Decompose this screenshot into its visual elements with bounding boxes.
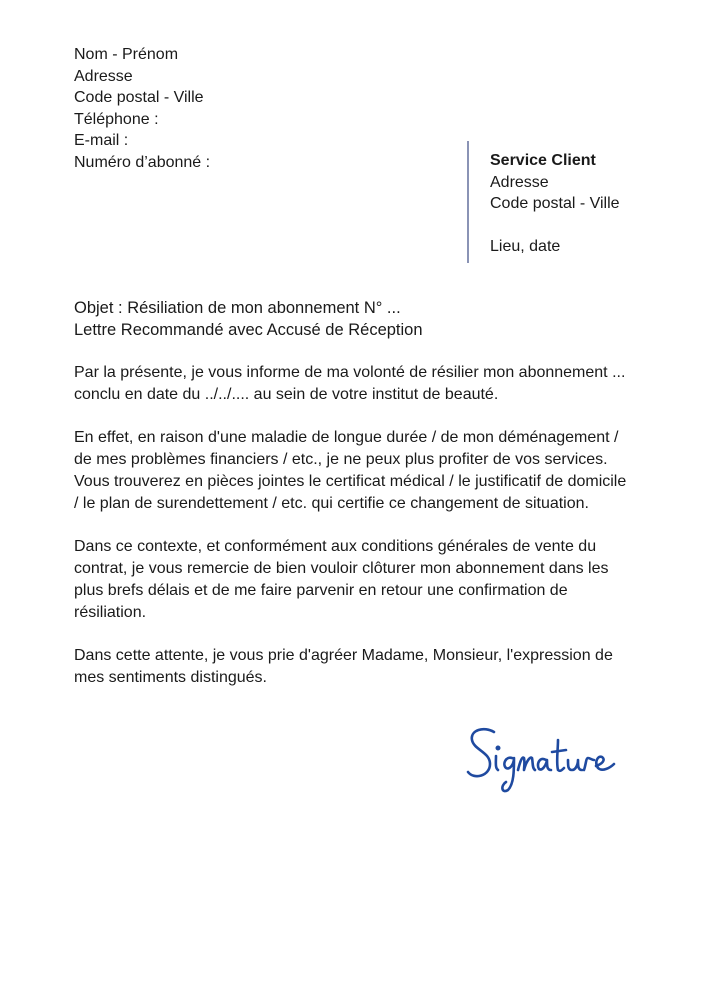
sender-phone: Téléphone : <box>74 110 159 128</box>
sender-subscriber-number: Numéro d’abonné : <box>74 153 211 171</box>
body-paragraph-1: Par la présente, je vous informe de ma volonté de résilier mon abonnement ... conclu en date du ../../.... au sein de votre institut de beauté. <box>74 364 626 403</box>
body-paragraph-4: Dans cette attente, je vous prie d'agréer Madame, Monsieur, l'expression de mes sentiments distingués. <box>74 647 613 687</box>
handwritten-signature <box>462 722 637 802</box>
vertical-divider <box>467 141 469 263</box>
recipient-address: Adresse <box>490 173 549 191</box>
sender-email: E-mail : <box>74 132 129 149</box>
recipient-block <box>490 150 620 258</box>
signature-drawing <box>462 722 637 802</box>
recipient-place-date: Lieu, date <box>490 238 561 255</box>
letter-body <box>74 362 634 711</box>
subject-line-1: Objet : Résiliation de mon abonnement N° ... <box>74 299 401 317</box>
sender-address: Adresse <box>74 67 133 85</box>
recipient-spacer <box>490 215 620 237</box>
sender-block <box>74 44 210 173</box>
sender-postal-city: Code postal - Ville <box>74 89 204 106</box>
recipient-name: Service Client <box>490 152 596 169</box>
sender-name: Nom - Prénom <box>74 46 179 63</box>
recipient-postal-city: Code postal - Ville <box>490 195 620 212</box>
subject-block <box>74 297 423 341</box>
body-paragraph-2: En effet, en raison d'une maladie de longue durée / de mon déménagement / de mes problèmes financiers / etc., je ne peux plus profiter de vos services. Vous trouverez en pièces jointes le certificat médical / le justificatif de domicile / le plan de surendettement / etc. qui certifie ce changement de situation. <box>74 429 627 512</box>
subject-line-2: Lettre Recommandé avec Accusé de Réception <box>74 321 423 339</box>
body-paragraph-3: Dans ce contexte, et conformément aux conditions générales de vente du contrat, je vous remercie de bien vouloir clôturer mon abonnement dans les plus brefs délais et de me faire parvenir en retour une confirmation de résiliation. <box>74 538 609 621</box>
